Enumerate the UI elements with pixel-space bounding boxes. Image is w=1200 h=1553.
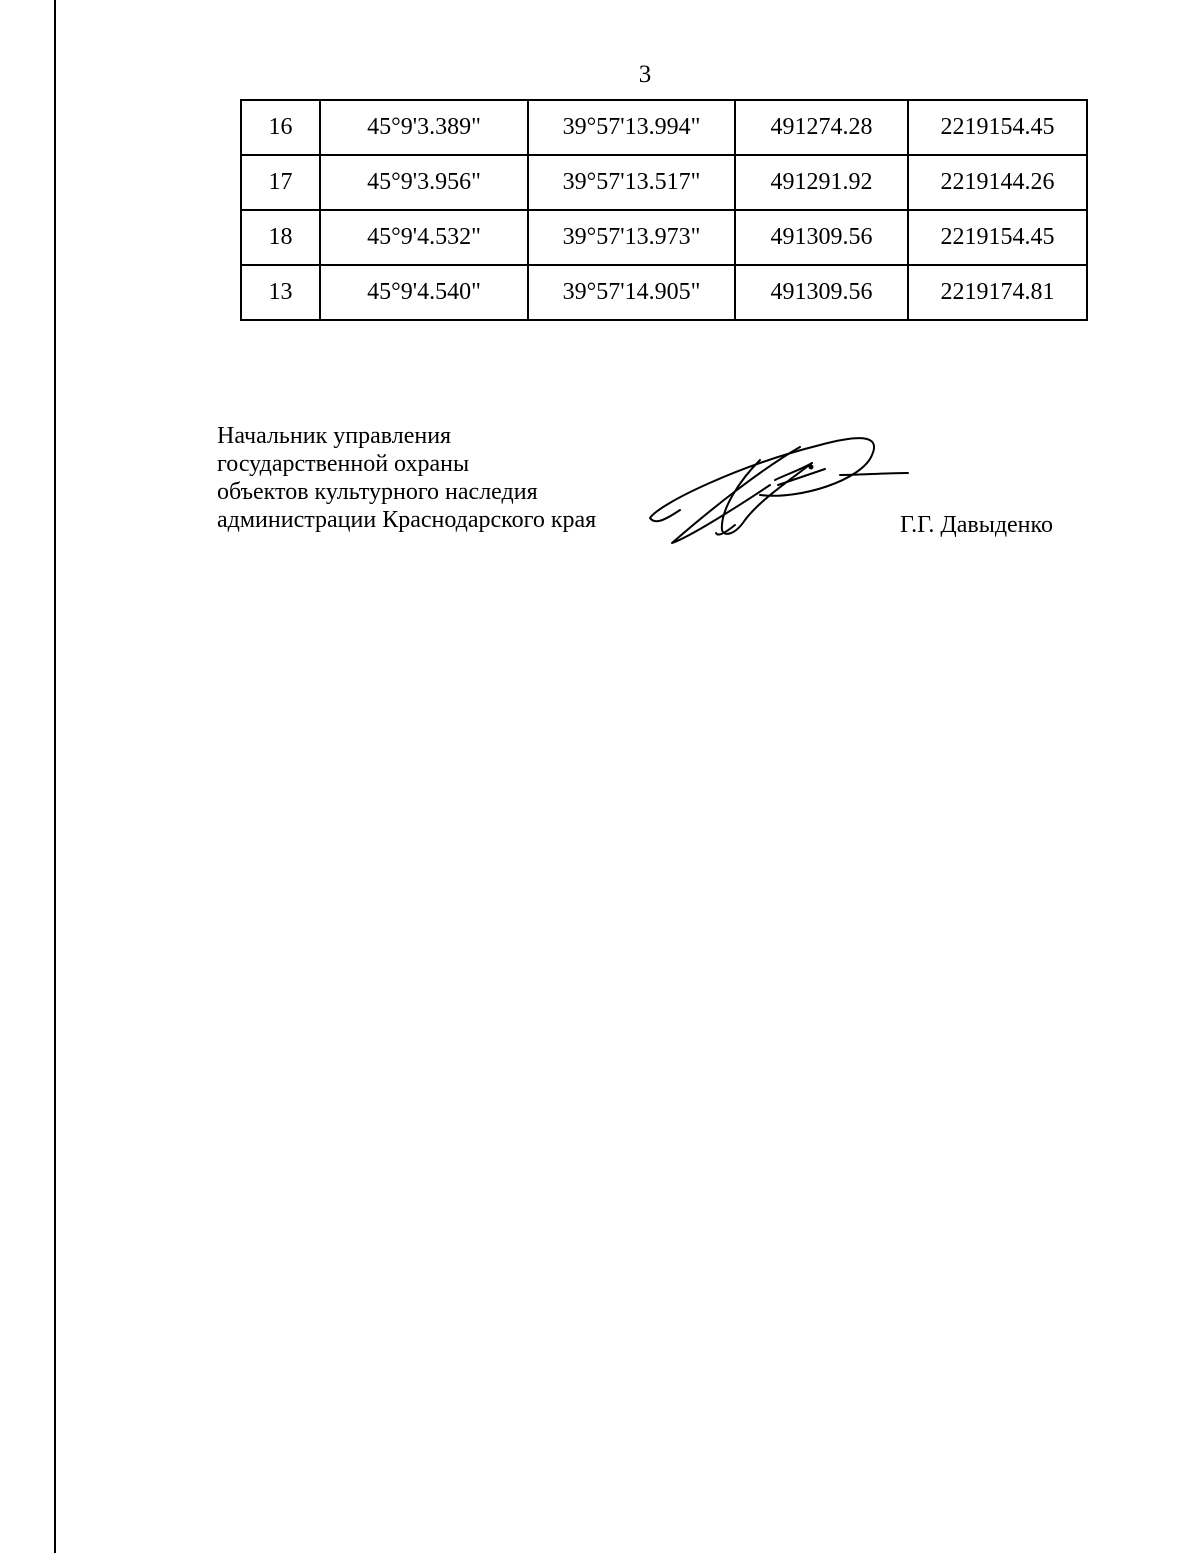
longitude-cell: 39°57'13.517" <box>528 155 735 210</box>
latitude-cell: 45°9'4.540" <box>320 265 528 320</box>
longitude-cell: 39°57'14.905" <box>528 265 735 320</box>
signatory-title-line: государственной охраны <box>217 451 470 477</box>
x-coordinate-cell: 491309.56 <box>735 265 908 320</box>
signatory-title-line: администрации Краснодарского края <box>217 507 597 533</box>
y-coordinate-cell: 2219154.45 <box>908 100 1087 155</box>
signatory-title-line: объектов культурного наследия <box>217 479 538 505</box>
scan-edge-line <box>54 0 56 1553</box>
y-coordinate-cell: 2219174.81 <box>908 265 1087 320</box>
table-row <box>241 155 1087 210</box>
latitude-cell: 45°9'4.532" <box>320 210 528 265</box>
signatory-title-line: Начальник управления <box>217 423 452 449</box>
longitude-cell: 39°57'13.973" <box>528 210 735 265</box>
point-number-cell: 16 <box>241 100 320 155</box>
table-row <box>241 265 1087 320</box>
x-coordinate-cell: 491274.28 <box>735 100 908 155</box>
point-number-cell: 13 <box>241 265 320 320</box>
latitude-cell: 45°9'3.389" <box>320 100 528 155</box>
point-number-cell: 18 <box>241 210 320 265</box>
signatory-title <box>217 422 596 534</box>
latitude-cell: 45°9'3.956" <box>320 155 528 210</box>
x-coordinate-cell: 491291.92 <box>735 155 908 210</box>
coordinates-table <box>240 99 1088 321</box>
x-coordinate-cell: 491309.56 <box>735 210 908 265</box>
table-row <box>241 100 1087 155</box>
y-coordinate-cell: 2219144.26 <box>908 155 1087 210</box>
longitude-cell: 39°57'13.994" <box>528 100 735 155</box>
page-number: 3 <box>638 61 652 88</box>
table-row <box>241 210 1087 265</box>
y-coordinate-cell: 2219154.45 <box>908 210 1087 265</box>
point-number-cell: 17 <box>241 155 320 210</box>
signatory-name: Г.Г. Давыденко <box>900 512 1053 538</box>
handwritten-signature <box>640 425 920 555</box>
